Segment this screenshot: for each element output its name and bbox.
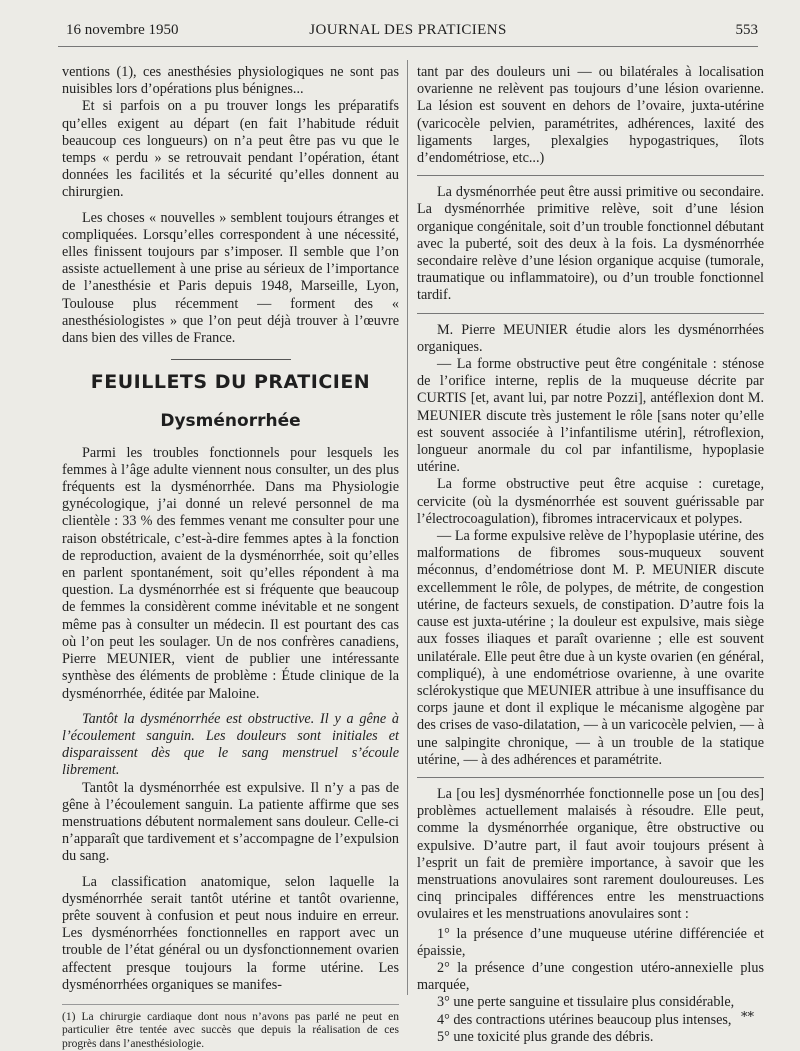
column-divider [407,60,408,995]
left-column [62,64,399,1051]
divider [171,359,291,360]
header-rule [58,46,758,47]
paragraph: La dysménorrhée peut être aussi primitive ou secondaire. La dysménorrhée primitive relève, soit d’une lésion organique congénitale, soit d’un trouble fonctionnel débutant avec la puberté, soit des deux à la fois. La dysménorrhée secondaire relève d’une lésion organique acquise (tumorale, traumatique ou inflammatoire), ou d’un trouble fonctionnel tardif. [417,184,764,304]
issue-date: 16 novembre 1950 [66,22,179,38]
page-header [58,22,758,44]
right-column [417,64,764,1046]
paragraph: Et si parfois on a pu trouver longs les préparatifs qu’elles exigent au départ (en fait l’habitude réduit beaucoup ces longueurs) on n’a peut être pas vu que le temps « perdu » se retrouvait pendant l’opération, étant données les facilités et la sécurité qu’elles donnent au chirurgien. [62,98,399,201]
paragraph: Tantôt la dysménorrhée est expulsive. Il n’y a pas de gêne à l’écoulement sanguin. La patiente affirme que ses menstruations débutent normalement sans douleur. Celle-ci n’apparaît que tardivement et s’accompagne de l’expulsion du sang. [62,779,399,865]
paragraph: Tantôt la dysménorrhée est obstructive. Il y a gêne à l’écoulement sanguin. Les douleurs sont initiales et disparaissent dès que le sang menstruel s’écoule librement. [62,710,399,779]
footnote: (1) La chirurgie cardiaque dont nous n’avons pas parlé ne peut en particulier être tentée avec succès que depuis la réalisation de ces progrès dans l’anesthésiologie. [62,1004,399,1051]
paragraph: tant par des douleurs uni — ou bilatérales à localisation ovarienne ne relèvent pas toujours d’une lésion ovarienne. La lésion est souvent en dehors de l’ovaire, juxta-utérine (varicocèle pelvien, paramétrites, adhérences, laxité des ligaments larges, plexalgies hypogastriques, îlots d’endométriose, etc...) [417,64,764,167]
paragraph: M. Pierre MEUNIER étudie alors les dysménorrhées organiques. [417,321,764,355]
paragraph: ventions (1), ces anesthésies physiologiques ne sont pas nuisibles lors d’opérations plus bénignes... [62,64,399,98]
list-item: 5° une toxicité plus grande des débris. [437,1028,654,1045]
journal-title: JOURNAL DES PRATICIENS [309,22,507,38]
paragraph: — La forme expulsive relève de l’hypoplasie utérine, des malformations de fibromes sous-muqueux souvent méconnus, d’endométriose dont M. P. MEUNIER discute excellemment le rôle, de polypes, de métrite, de congestion utérine, de facteurs sexuels, de constipation. D’autre fois la cause est juxta-utérine ; la douleur est expulsive, mais siège aux fosses iliaques et paraît ovarienne ; elle est souvent unilatérale. Elle peut être due à un kyste ovarien (en général, compliqué), à une endométriose ovarienne, à une ovarite sclérokystique que MEUNIER attribue à une insuffisance du corps jaune et dont il explique le mécanisme algogène par des crises de vaso-dilatation, — à un varicocèle pelvien, — à une salpingite chronique, — à un trouble de la statique utérine, — à des adhérences et paramétrite. [417,528,764,768]
page-number: 553 [735,22,758,38]
paragraph: — La forme obstructive peut être congénitale : sténose de l’orifice interne, replis de la muqueuse décrite par CURTIS [et, avant lui, par notre Pozzi], antéflexion dont M. MEUNIER discute très justement le rôle [sans noter qu’elle est souvent associée à l’infantilisme utérin], rétroflexion, longueur anormale du col par infantilisme, hypoplasie utérine. [417,356,764,476]
list-item: 3° une perte sanguine et tissulaire plus considérable, [437,994,735,1011]
divider [417,175,764,176]
paragraph: La classification anatomique, selon laquelle la dysménorrhée serait tantôt utérine et tantôt ovarienne, prête souvent à confusion et peut nous induire en erreur. Les dysménorrhées fonctionnelles en rapport avec un trouble de l’état général ou un dysfonctionnement ovarien affectent presque toujours la forme utérine. Les dysménorrhées organiques se manifes- [62,873,399,993]
paragraph: Les choses « nouvelles » semblent toujours étranges et compliquées. Lorsqu’elles correspondent à une nécessité, elles finissent toujours par s’imposer. Il semble que l’on assiste actuellement à une prise au sérieux de l’importance de l’anesthésie et Paris depuis 1948, Marseille, Lyon, Toulouse plus récemment — forment des « anesthésiologistes » que l’on peut déjà trouver à l’œuvre dans bien des villes de France. [62,209,399,347]
end-mark: ** [741,1010,754,1025]
paragraph: La [ou les] dysménorrhée fonctionnelle pose un [ou des] problèmes actuellement malaisés à résoudre. Elle peut, comme la dysménorrhée organique, être obstructive ou expulsive. D’autre part, il faut avoir toujours présent à l’esprit un fait de première importance, à savoir que les menstruations anovulaires sont rarement douloureuses. Les cinq principales différences entre les menstruactions ovulaires et les menstruations anovulaires sont : [417,785,764,923]
divider [417,777,764,778]
divider [417,313,764,314]
list-item: 2° la présence d’une congestion utéro-annexielle plus marquée, [417,959,764,994]
differences-list [417,926,764,1046]
paragraph: La forme obstructive peut être acquise : curetage, cervicite (où la dysménorrhée est souvent guérissable par l’électrocoagulation), fibromes intracervicaux et polypes. [417,476,764,527]
section-title: FEUILLETS DU PRATICIEN [90,371,371,394]
article-title: Dysménorrhée [160,411,301,432]
paragraph: Parmi les troubles fonctionnels pour lesquels les femmes à l’âge adulte viennent nous consulter, un des plus fréquents est la dysménorrhée. Dans ma Physiologie gynécologique, j’ai donné un relevé personnel de ma clientèle : 33 % des femmes venant me consulter pour une raison obstétricale, c’est-à-dire femmes aptes à la fonction de reproduction, avaient de la dysménorrhée, soit qu’elles en parlent spontanément, soit qu’elles répondent à ma question. La dysménorrhée est si fréquente que beaucoup de femmes la considèrent comme inévitable et ne songent même pas à consulter un médecin. Il est pourtant des cas où l’on peut les soulager. Un de nos confrères canadiens, Pierre MEUNIER, vient de publier une intéressante synthèse des éléments de problème : Étude clinique de la dysménorrhée, éditée par Maloine. [62,444,399,702]
list-item: 4° des contractions utérines beaucoup plus intenses, [437,1011,732,1028]
list-item: 1° la présence d’une muqueuse utérine différenciée et épaissie, [417,925,764,959]
